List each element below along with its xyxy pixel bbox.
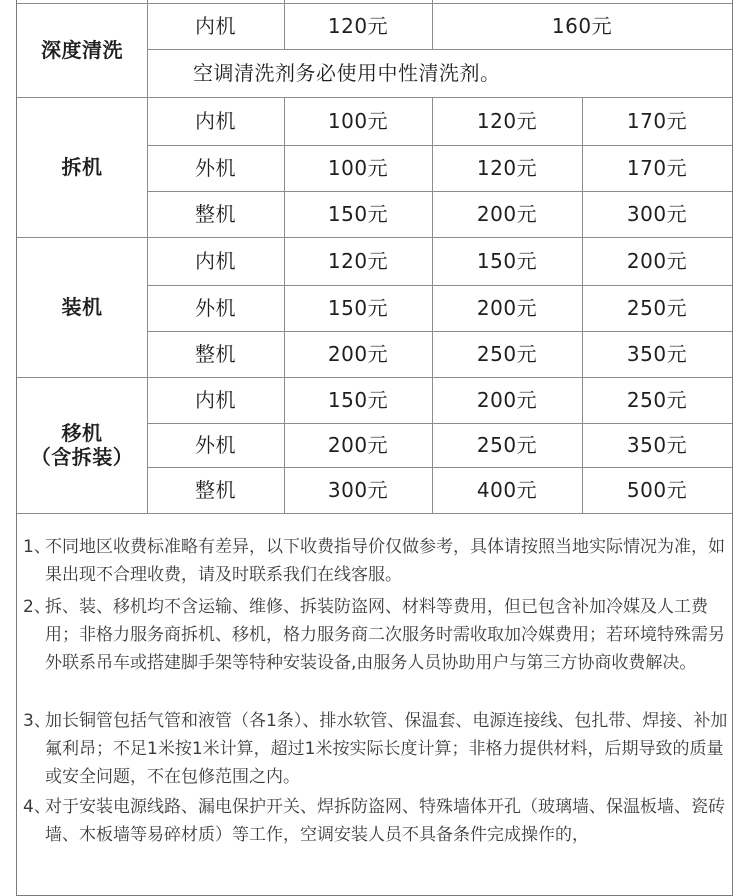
category-label: 深度清洗	[41, 38, 123, 62]
price-cell: 200元	[327, 433, 389, 457]
price-cell: 120元	[327, 14, 389, 38]
price-cell: 120元	[476, 109, 538, 133]
price-cell: 150元	[327, 296, 389, 320]
price-cell: 150元	[327, 202, 389, 226]
part-label: 整机	[195, 478, 236, 502]
note-4	[23, 793, 729, 849]
price-cell: 250元	[476, 342, 538, 366]
note-number: 3、	[23, 711, 51, 731]
price-cell: 100元	[327, 109, 389, 133]
price-cell: 200元	[476, 296, 538, 320]
price-cell: 160元	[551, 14, 613, 38]
part-label: 整机	[195, 202, 236, 226]
price-cell: 400元	[476, 478, 538, 502]
grid-line	[17, 513, 732, 514]
price-cell: 350元	[626, 433, 688, 457]
note-1	[23, 533, 729, 589]
price-cell: 120元	[327, 249, 389, 273]
price-cell: 170元	[626, 109, 688, 133]
price-cell: 250元	[626, 296, 688, 320]
note-number: 1、	[23, 537, 51, 557]
price-cell: 350元	[626, 342, 688, 366]
price-cell: 300元	[626, 202, 688, 226]
category-label: 装机	[61, 295, 103, 319]
category-label: 拆机	[61, 155, 103, 179]
part-label: 内机	[195, 14, 236, 38]
price-cell: 150元	[327, 388, 389, 412]
category-line: （含拆装）	[30, 445, 134, 469]
price-cell: 170元	[626, 156, 688, 180]
part-label: 外机	[195, 433, 236, 457]
part-label: 外机	[195, 156, 236, 180]
note-text: 加长铜管包括气管和液管（各1条）、排水软管、保温套、电源连接线、包扎带、焊接、补加氟利昂；不足1米按1米计算，超过1米按实际长度计算；非格力提供材料，后期导致的质量或安全问题，不在包修范围之内。	[45, 711, 728, 787]
note-3	[23, 707, 729, 791]
note-text: 拆、装、移机均不含运输、维修、拆装防盗网、材料等费用，但已包含补加冷媒及人工费用；非格力服务商拆机、移机，格力服务商二次服务时需收取加冷媒费用；若环境特殊需另外联系吊车或搭建脚手架等特种安装设备,由服务人员协助用户与第三方协商收费解决。	[45, 597, 725, 673]
price-cell: 120元	[476, 156, 538, 180]
price-cell: 500元	[626, 478, 688, 502]
price-cell: 200元	[476, 202, 538, 226]
price-cell: 150元	[476, 249, 538, 273]
price-cell: 100元	[327, 156, 389, 180]
price-cell: 300元	[327, 478, 389, 502]
part-label: 内机	[195, 109, 236, 133]
price-cell: 200元	[626, 249, 688, 273]
cleaning-note: 空调清洗剂务必使用中性清洗剂。	[193, 61, 501, 85]
category-line: 移机	[61, 421, 103, 445]
price-cell: 250元	[626, 388, 688, 412]
note-2	[23, 593, 729, 677]
price-cell: 250元	[476, 433, 538, 457]
note-number: 4、	[23, 797, 51, 817]
note-text: 不同地区收费标准略有差异，以下收费指导价仅做参考，具体请按照当地实际情况为准，如果出现不合理收费，请及时联系我们在线客服。	[45, 537, 725, 585]
price-table	[16, 0, 733, 896]
category-label	[17, 377, 147, 513]
price-cell: 200元	[476, 388, 538, 412]
part-label: 内机	[195, 388, 236, 412]
note-text: 对于安装电源线路、漏电保护开关、焊拆防盗网、特殊墙体开孔（玻璃墙、保温板墙、瓷砖墙、木板墙等易碎材质）等工作，空调安装人员不具备条件完成操作的，	[45, 797, 725, 845]
part-label: 外机	[195, 296, 236, 320]
price-cell: 200元	[327, 342, 389, 366]
part-label: 整机	[195, 342, 236, 366]
note-number: 2、	[23, 597, 51, 617]
part-label: 内机	[195, 249, 236, 273]
